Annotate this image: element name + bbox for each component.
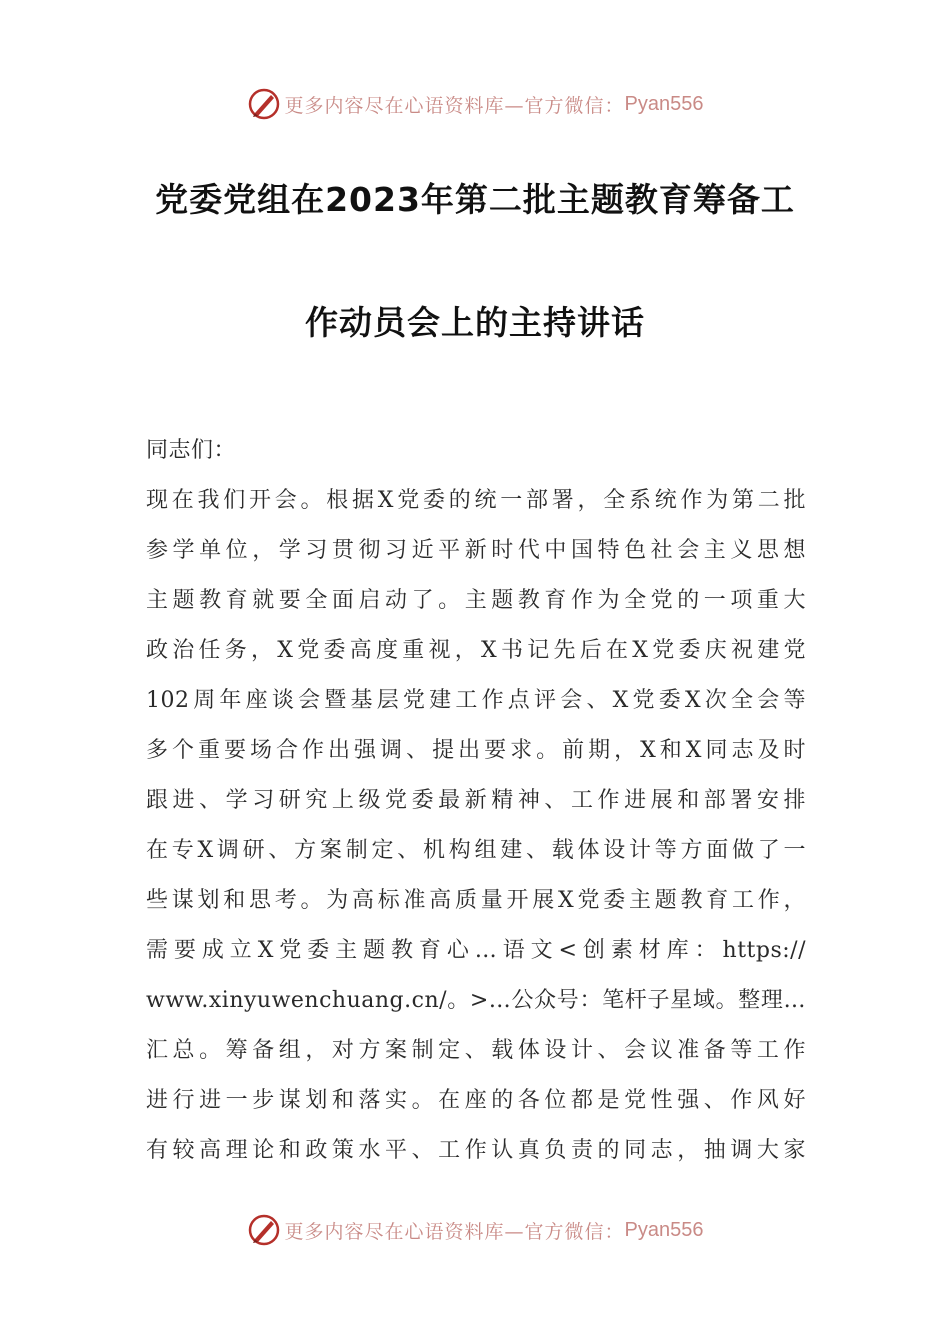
paragraph-line: 主题教育就要全面启动了。主题教育作为全党的一项重大: [146, 588, 806, 613]
title-line-1: 党委党组在2023年第二批主题教育筹备工: [155, 180, 795, 219]
pen-logo-icon: [247, 1213, 281, 1247]
paragraph-line: 有较高理论和政策水平、工作认真负责的同志，抽调大家: [146, 1138, 806, 1163]
paragraph-line: 在专X调研、方案制定、机构组建、载体设计等方面做了一: [146, 838, 806, 863]
paragraph-line: www.xinyuwenchuang.cn/。>…公众号：笔杆子星域。整理…: [146, 988, 806, 1013]
salutation: 同志们：: [146, 438, 237, 463]
title-line-2: 作动员会上的主持讲话: [305, 303, 645, 342]
paragraph-line: 进行进一步谋划和落实。在座的各位都是党性强、作风好: [146, 1088, 806, 1113]
watermark-wechat-id: Pyan556: [624, 92, 704, 115]
paragraph-line: 需要成立X党委主题教育心…语文<创素材库：https://: [146, 938, 806, 963]
footer-watermark: [0, 1210, 950, 1250]
pen-logo-icon: [247, 87, 281, 121]
paragraph-line: 些谋划和思考。为高标准高质量开展X党委主题教育工作，: [146, 888, 806, 913]
paragraph-line: 参学单位，学习贯彻习近平新时代中国特色社会主义思想: [146, 538, 806, 563]
watermark-text: 更多内容尽在心语资料库—官方微信：: [284, 1220, 625, 1243]
header-watermark: [0, 84, 950, 124]
paragraph-line: 政治任务，X党委高度重视，X书记先后在X党委庆祝建党: [146, 638, 806, 663]
watermark-text: 更多内容尽在心语资料库—官方微信：: [284, 94, 625, 117]
paragraph-line: 跟进、学习研究上级党委最新精神、工作进展和部署安排: [146, 788, 806, 813]
paragraph-line: 现在我们开会。根据X党委的统一部署，全系统作为第二批: [146, 488, 806, 513]
watermark-wechat-id: Pyan556: [624, 1218, 704, 1241]
paragraph-line: 汇总。筹备组，对方案制定、载体设计、会议准备等工作: [146, 1038, 806, 1063]
paragraph-line: 多个重要场合作出强调、提出要求。前期，X和X同志及时: [146, 738, 806, 763]
paragraph-line: 102周年座谈会暨基层党建工作点评会、X党委X次全会等: [146, 688, 806, 713]
